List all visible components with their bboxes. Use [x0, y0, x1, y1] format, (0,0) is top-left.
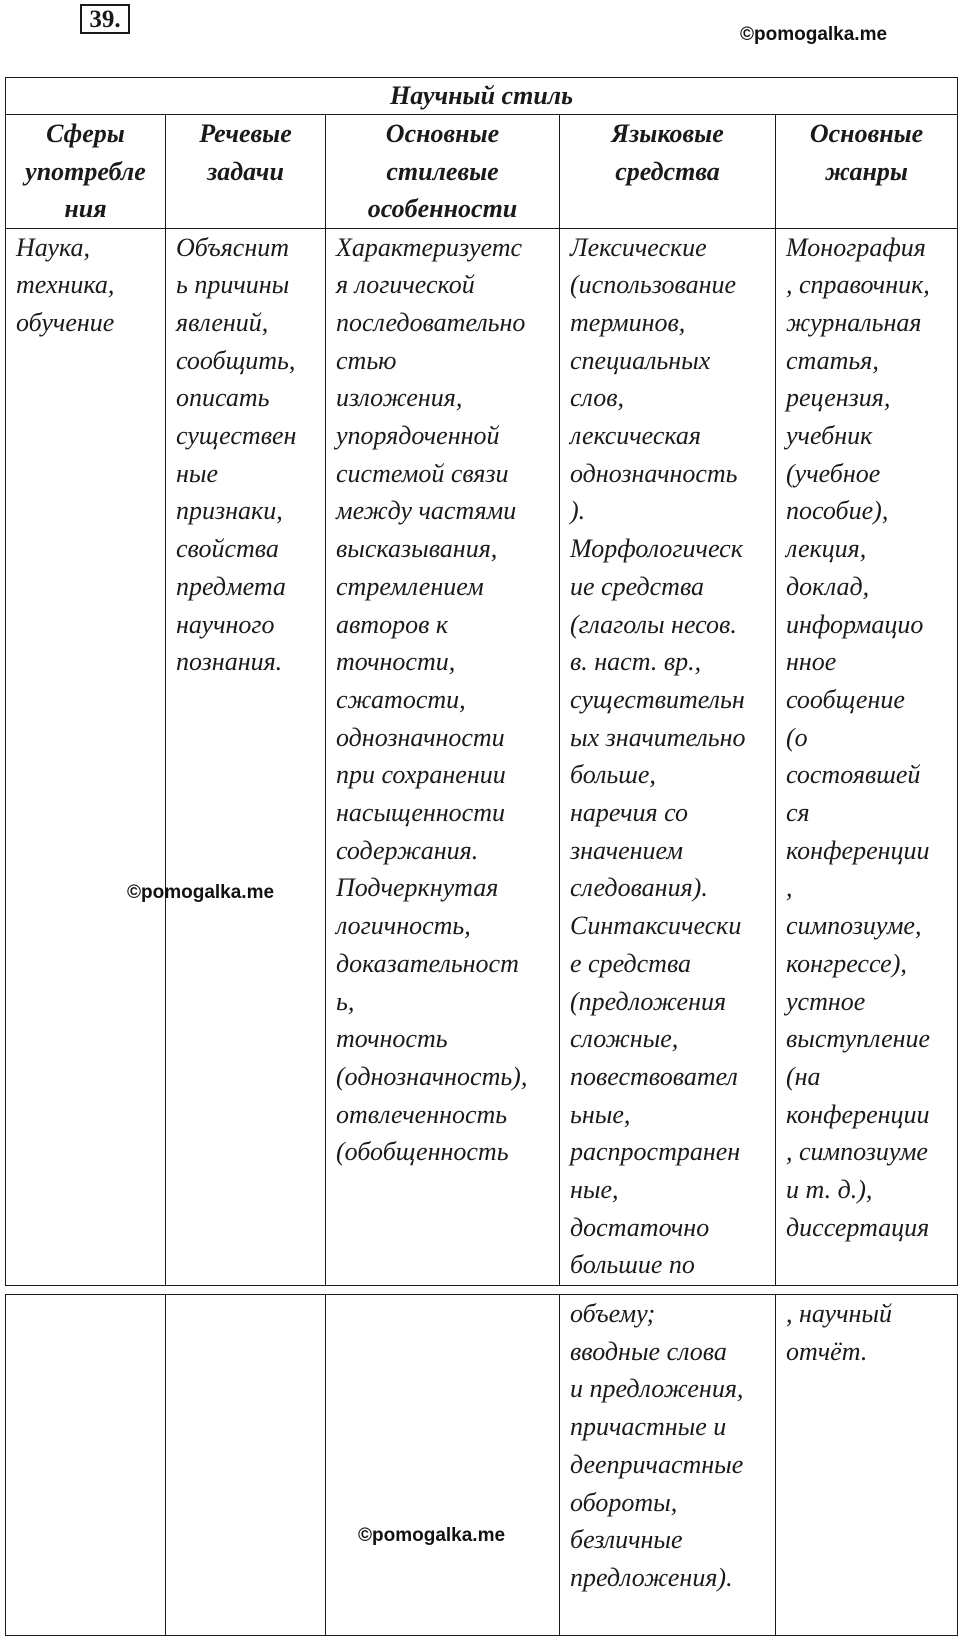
- cell-line: (использование: [570, 270, 737, 300]
- table-cell: [776, 228, 958, 1285]
- table-cell: [6, 228, 166, 1285]
- cell-line: познания.: [176, 647, 283, 677]
- cell-line: Монография: [786, 232, 926, 262]
- cell-line: объему;: [570, 1299, 656, 1328]
- header-line: средства: [615, 156, 720, 186]
- cell-line: Синтаксически: [570, 911, 742, 941]
- header-line: ния: [64, 194, 107, 223]
- cell-line: ьные,: [570, 1099, 631, 1129]
- cell-line: точности,: [336, 647, 456, 677]
- cell-line: последовательно: [336, 307, 526, 337]
- cell-line: (о: [786, 722, 808, 752]
- cell-line: ).: [570, 496, 586, 526]
- watermark-top: ©pomogalka.me: [740, 24, 888, 45]
- cell-line: (однозначность),: [336, 1061, 528, 1091]
- cell-line: существительн: [570, 684, 745, 714]
- cell-line: техника,: [16, 270, 115, 300]
- cell-line: достаточно: [570, 1212, 710, 1242]
- cell-line: нное: [786, 647, 837, 677]
- cell-line: сообщение: [786, 684, 905, 714]
- header-line: Языковые: [611, 119, 724, 148]
- table-cell: [6, 1295, 166, 1636]
- cell-line: отчёт.: [786, 1336, 868, 1366]
- cell-text: [6, 229, 165, 342]
- cell-line: сообщить,: [176, 345, 296, 375]
- cell-text: [560, 1295, 775, 1597]
- cell-text: [560, 229, 775, 1285]
- header-line: Основные: [385, 119, 500, 148]
- cell-line: лекция,: [786, 534, 867, 564]
- table-cell: [326, 1295, 560, 1636]
- cell-line: информацио: [786, 609, 924, 639]
- header-line: Основные: [809, 119, 924, 148]
- cell-line: е средства: [570, 948, 692, 978]
- table-row: [6, 1295, 958, 1636]
- table-title-row: [6, 78, 958, 115]
- cell-text: [776, 1295, 957, 1370]
- cell-line: ие средства: [570, 571, 705, 601]
- cell-line: Объяснит: [176, 232, 290, 262]
- cell-line: значением: [570, 835, 684, 865]
- cell-line: свойства: [176, 534, 279, 564]
- cell-line: высказывания,: [336, 534, 498, 564]
- cell-line: ь,: [336, 986, 355, 1016]
- cell-line: однозначность: [570, 458, 738, 488]
- cell-line: , симпозиуме: [786, 1137, 928, 1167]
- exercise-number: 39.: [80, 4, 130, 34]
- cell-line: и т. д.),: [786, 1175, 873, 1205]
- cell-line: (глаголы несов.: [570, 609, 737, 639]
- cell-line: симпозиуме,: [786, 911, 922, 941]
- cell-line: , научный: [786, 1299, 893, 1328]
- cell-line: следования).: [570, 873, 708, 903]
- cell-line: между частями: [336, 496, 517, 526]
- cell-line: состоявшей: [786, 760, 921, 790]
- cell-line: специальных: [570, 345, 711, 375]
- cell-line: (обобщенность: [336, 1137, 509, 1167]
- cell-line: ные,: [570, 1175, 619, 1205]
- cell-line: ь причины: [176, 270, 290, 300]
- table-header-row: [6, 115, 958, 229]
- cell-line: доказательност: [336, 948, 519, 978]
- cell-line: стремлением: [336, 571, 484, 601]
- cell-line: изложения,: [336, 383, 463, 413]
- cell-line: конференции: [786, 1099, 930, 1129]
- cell-line: признаки,: [176, 496, 283, 526]
- cell-line: рецензия,: [786, 383, 891, 413]
- table-cell: [776, 1295, 958, 1636]
- cell-line: доклад,: [786, 571, 870, 601]
- table-cell: [166, 1295, 326, 1636]
- cell-line: слов,: [570, 383, 624, 413]
- cell-line: Подчеркнутая: [336, 873, 499, 903]
- cell-line: предложения).: [570, 1562, 733, 1592]
- cell-line: обороты,: [570, 1487, 678, 1517]
- cell-line: ные: [176, 458, 219, 488]
- cell-text: [776, 229, 957, 1247]
- cell-line: вводные слова: [570, 1336, 727, 1366]
- header-cell: [326, 115, 560, 229]
- table-cell: [560, 228, 776, 1285]
- header-line: задачи: [207, 156, 284, 186]
- header-cell: [776, 115, 958, 229]
- cell-line: логичность,: [336, 911, 471, 941]
- cell-line: деепричастные: [570, 1449, 744, 1479]
- header-line: Речевые: [199, 119, 292, 148]
- cell-line: больше,: [570, 760, 656, 790]
- cell-line: и предложения,: [570, 1374, 744, 1404]
- cell-line: конференции: [786, 835, 930, 865]
- watermark-middle: ©pomogalka.me: [127, 882, 275, 903]
- header-line: употребле: [25, 156, 146, 186]
- cell-line: большие по: [570, 1250, 695, 1280]
- cell-line: в. наст. вр.,: [570, 647, 702, 677]
- header-cell: [6, 115, 166, 229]
- cell-line: однозначности: [336, 722, 505, 752]
- cell-line: диссертация: [786, 1212, 930, 1242]
- header-line: жанры: [825, 156, 908, 186]
- cell-line: статья,: [786, 345, 879, 375]
- cell-line: сжатости,: [336, 684, 466, 714]
- cell-line: пособие),: [786, 496, 889, 526]
- cell-line: распространен: [570, 1137, 741, 1167]
- header-line: особенности: [367, 194, 518, 223]
- cell-line: насыщенности: [336, 798, 505, 828]
- table-part-1: [5, 77, 958, 1286]
- cell-line: обучение: [16, 307, 115, 337]
- cell-line: учебник: [786, 421, 873, 451]
- table-row: [6, 228, 958, 1285]
- cell-line: (предложения: [570, 986, 727, 1016]
- cell-line: лексическая: [570, 421, 701, 451]
- table-cell: [560, 1295, 776, 1636]
- cell-line: упорядоченной: [336, 421, 500, 451]
- header-line: Сферы: [46, 119, 125, 148]
- cell-line: точность: [336, 1024, 448, 1054]
- cell-line: Наука,: [16, 232, 90, 262]
- cell-line: при сохранении: [336, 760, 506, 790]
- cell-line: наречия со: [570, 798, 688, 828]
- cell-line: стью: [336, 345, 397, 375]
- table-cell: [166, 228, 326, 1285]
- table-part-2: [5, 1294, 958, 1636]
- cell-text: [166, 229, 325, 681]
- cell-line: причастные и: [570, 1412, 727, 1442]
- cell-line: Характеризуетс: [336, 232, 523, 262]
- cell-line: сложные,: [570, 1024, 679, 1054]
- cell-line: предмета: [176, 571, 286, 601]
- cell-line: терминов,: [570, 307, 686, 337]
- cell-line: безличные: [570, 1525, 683, 1555]
- cell-line: содержания.: [336, 835, 479, 865]
- cell-line: отвлеченность: [336, 1099, 508, 1129]
- watermark-bottom: ©pomogalka.me: [358, 1525, 506, 1546]
- header-cell: [560, 115, 776, 229]
- cell-line: явлений,: [176, 307, 269, 337]
- cell-line: конгрессе),: [786, 948, 907, 978]
- cell-line: журнальная: [786, 307, 922, 337]
- cell-line: ся: [786, 798, 810, 828]
- cell-line: , справочник,: [786, 270, 930, 300]
- cell-line: Лексические: [570, 232, 707, 262]
- header-cell: [166, 115, 326, 229]
- cell-line: описать: [176, 383, 270, 413]
- cell-line: существен: [176, 421, 297, 451]
- cell-line: ,: [786, 873, 793, 903]
- cell-line: научного: [176, 609, 275, 639]
- table-cell: [326, 228, 560, 1285]
- cell-line: выступление: [786, 1024, 931, 1054]
- cell-line: повествовател: [570, 1061, 738, 1091]
- cell-line: (учебное: [786, 458, 881, 488]
- cell-text: [326, 229, 559, 1172]
- cell-line: Морфологическ: [570, 534, 743, 564]
- cell-line: (на: [786, 1061, 821, 1091]
- cell-line: ых значительно: [570, 722, 746, 752]
- cell-line: системой связи: [336, 458, 509, 488]
- table-title: Научный стиль: [6, 78, 958, 115]
- cell-line: устное: [786, 986, 866, 1016]
- cell-line: авторов к: [336, 609, 449, 639]
- header-line: стилевые: [386, 156, 499, 186]
- cell-line: я логической: [336, 270, 475, 300]
